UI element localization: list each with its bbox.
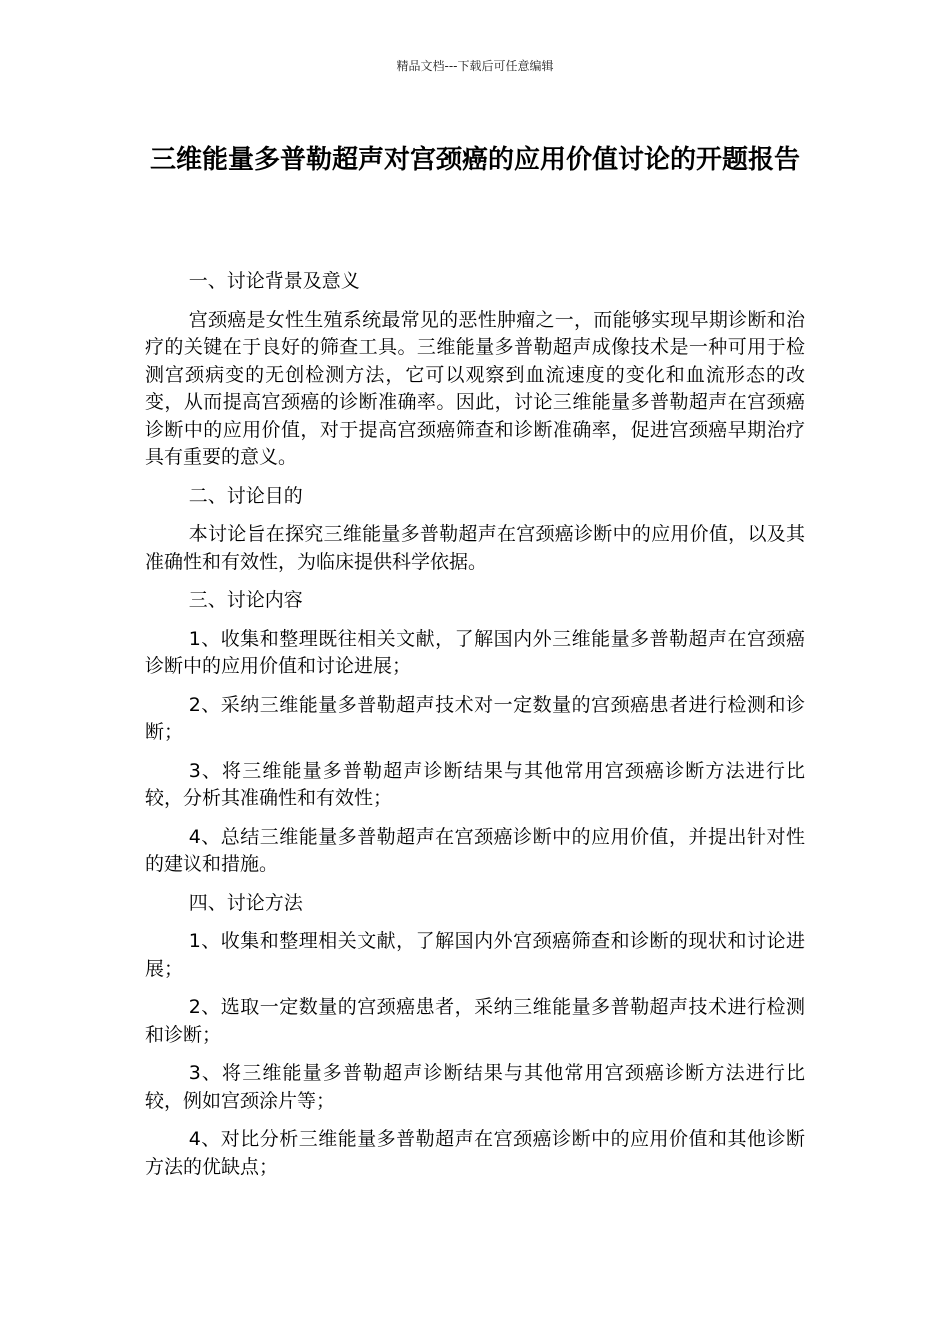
paragraph-background: 宫颈癌是女性生殖系统最常见的恶性肿瘤之一，而能够实现早期诊断和治疗的关键在于良好的筛查工具。三维能量多普勒超声成像技术是一种可用于检测宫颈病变的无创检测方法，它可以观察到血流速度的变化和血流形态的改变，从而提高宫颈癌的诊断准确率。因此，讨论三维能量多普勒超声在宫颈癌诊断中的应用价值，对于提高宫颈癌筛查和诊断准确率，促进宫颈癌早期治疗具有重要的意义。 (145, 308, 805, 468)
content-item: 1、收集和整理既往相关文献，了解国内外三维能量多普勒超声在宫颈癌诊断中的应用价值和讨论进展； (145, 627, 805, 677)
method-item: 3、将三维能量多普勒超声诊断结果与其他常用宫颈癌诊断方法进行比较，例如宫颈涂片等； (145, 1062, 805, 1112)
method-item: 2、选取一定数量的宫颈癌患者，采纳三维能量多普勒超声技术进行检测和诊断； (145, 996, 805, 1046)
method-item: 1、收集和整理相关文献，了解国内外宫颈癌筛查和诊断的现状和讨论进展； (145, 930, 805, 980)
method-item: 4、对比分析三维能量多普勒超声在宫颈癌诊断中的应用价值和其他诊断方法的优缺点； (145, 1128, 805, 1178)
paragraph-purpose: 本讨论旨在探究三维能量多普勒超声在宫颈癌诊断中的应用价值，以及其准确性和有效性，为临床提供科学依据。 (145, 523, 805, 573)
content-item: 3、将三维能量多普勒超声诊断结果与其他常用宫颈癌诊断方法进行比较，分析其准确性和有效性； (145, 759, 805, 809)
section-heading-content: 三、讨论内容 (188, 589, 303, 611)
content-item: 2、采纳三维能量多普勒超声技术对一定数量的宫颈癌患者进行检测和诊断； (145, 693, 805, 743)
document-title: 三维能量多普勒超声对宫颈癌的应用价值讨论的开题报告 (149, 145, 800, 175)
content-item: 4、总结三维能量多普勒超声在宫颈癌诊断中的应用价值，并提出针对性的建议和措施。 (145, 825, 805, 875)
header-note: 精品文档---下载后可任意编辑 (396, 59, 554, 73)
document-body (145, 268, 805, 1192)
section-heading-background: 一、讨论背景及意义 (188, 270, 360, 292)
section-heading-method: 四、讨论方法 (188, 891, 303, 914)
section-heading-purpose: 二、讨论目的 (188, 484, 303, 507)
